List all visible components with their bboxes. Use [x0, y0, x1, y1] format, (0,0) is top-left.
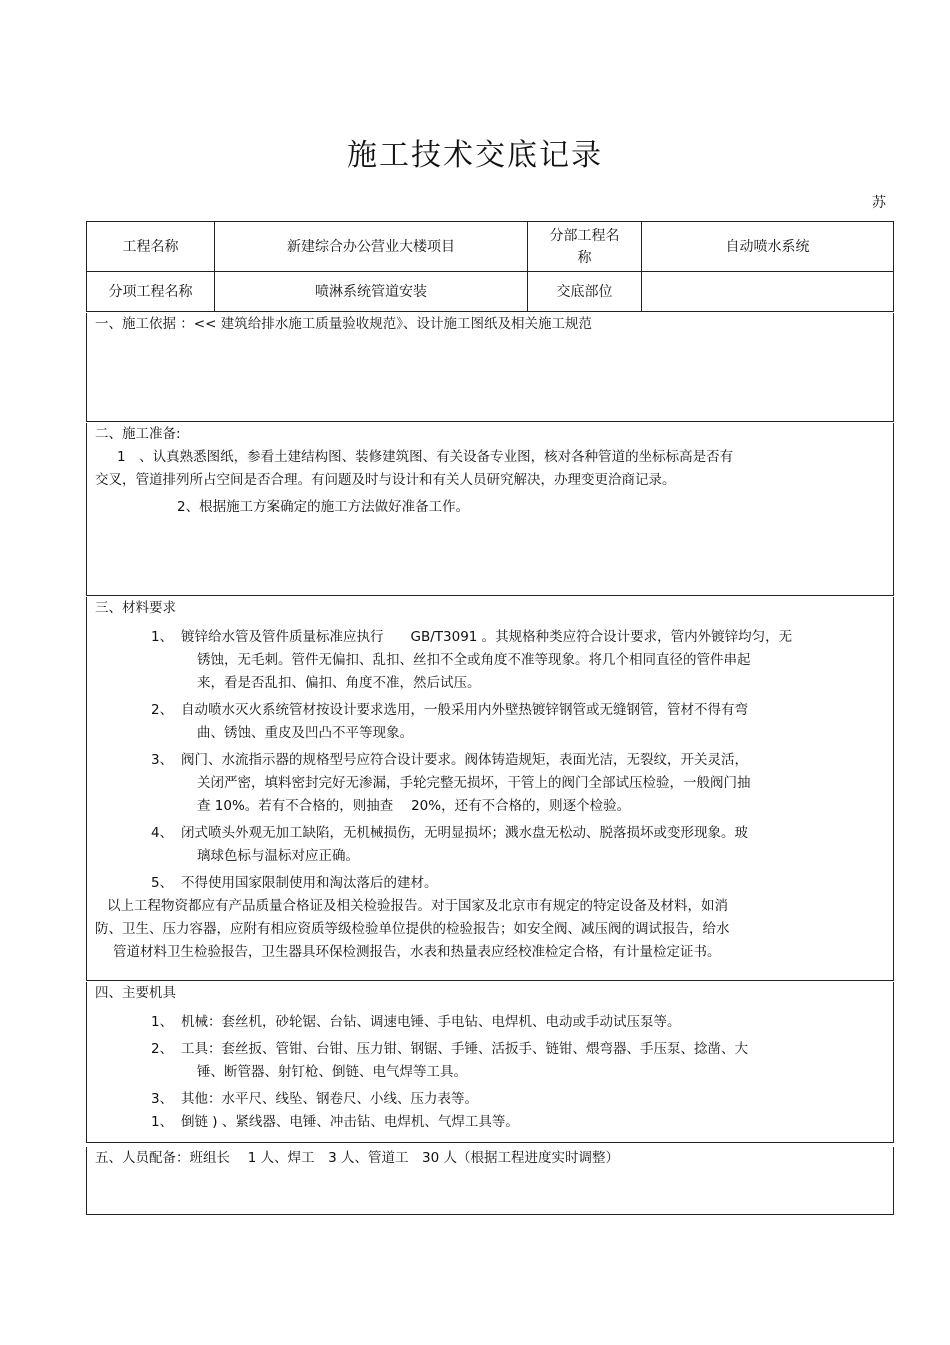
item-line: 锤、断管器、射钉枪、倒链、电气焊等工具。 [197, 1064, 467, 1080]
section-staffing [86, 1147, 894, 1215]
section-basis-text: 一、施工依据 ：<< 建筑给排水施工质量验收规范》、设计施工图纸及相关施工规范 [95, 316, 592, 332]
tool-item-1 [95, 1011, 885, 1034]
item-number: 5、 [151, 875, 174, 891]
item-number: 1、 [151, 1114, 174, 1130]
item-number: 1、 [151, 629, 174, 645]
item-number: 2、 [151, 702, 174, 718]
item-number: 2、 [151, 1041, 174, 1057]
tool-item-4 [95, 1111, 885, 1134]
material-item-4 [95, 822, 885, 868]
section-tools [86, 982, 894, 1143]
material-item-5 [95, 872, 885, 895]
item-number: 4、 [151, 825, 174, 841]
section-materials-heading: 三、材料要求 [95, 600, 176, 616]
tool-item-2 [95, 1038, 885, 1084]
item-line: 闭式喷头外观无加工缺陷，无机械损伤，无明显损坏；溅水盘无松动、脱落损坏或变形现象。玻 [181, 825, 748, 841]
division-value: 自动喷水系统 [641, 222, 893, 271]
item-line: 其他：水平尺、线坠、钢卷尺、小线、压力表等。 [181, 1091, 478, 1107]
item-line: 查 10%。若有不合格的，则抽查 20%，还有不合格的，则逐个检验。 [197, 798, 631, 814]
header-row-subitem [86, 272, 894, 312]
document-title: 施工技术交底记录 [347, 138, 603, 173]
corner-mark: 苏 [872, 195, 886, 211]
preparation-line-1: 1 、认真熟悉图纸，参看土建结构图、装修建筑图、有关设备专业图，核对各种管道的坐标标高是否有 [117, 449, 734, 465]
material-item-1 [95, 626, 885, 695]
item-line: 镀锌给水管及管件质量标准应执行 GB/T3091 。其规格种类应符合设计要求，管内外镀锌均匀，无 [181, 629, 793, 645]
division-label-line2: 称 [577, 249, 592, 266]
subitem-label: 分项工程名称 [108, 283, 193, 300]
section-basis [86, 313, 894, 422]
item-line: 倒链 ) 、紧线器、电锤、冲击钻、电焊机、气焊工具等。 [181, 1114, 519, 1130]
item-line: 来，看是否乱扣、偏扣、角度不准，然后试压。 [197, 675, 481, 691]
subitem-value: 喷淋系统管道安装 [214, 272, 527, 311]
section-staffing-text: 五、人员配备：班组长 1 人、焊工 3 人、管道工 30 人（根据工程进度实时调整） [95, 1150, 620, 1166]
materials-note-line-1: 以上工程物资都应有产品质量合格证及相关检验报告。对于国家及北京市有规定的特定设备及材料，如消 [107, 898, 728, 914]
item-line: 锈蚀，无毛刺。管件无偏扣、乱扣、丝扣不全或角度不准等现象。将几个相同直径的管件串起 [197, 652, 751, 668]
material-item-3 [95, 749, 885, 818]
item-line: 工具：套丝扳、管钳、台钳、压力钳、钢锯、手锤、活扳手、链钳、煨弯器、手压泵、捻凿、大 [181, 1041, 748, 1057]
location-label: 交底部位 [527, 272, 641, 311]
section-materials [86, 597, 894, 981]
preparation-line-3: 2、根据施工方案确定的施工方法做好准备工作。 [177, 499, 470, 515]
material-item-2 [95, 699, 885, 745]
project-name-value: 新建综合办公营业大楼项目 [214, 222, 527, 271]
materials-note-line-3: 管道材料卫生检验报告，卫生器具环保检测报告，水表和热量表应经校准检定合格，有计量检定证书。 [113, 944, 721, 960]
item-line: 不得使用国家限制使用和淘汰落后的建材。 [181, 875, 438, 891]
item-number: 1、 [151, 1014, 174, 1030]
materials-note-line-2: 防、卫生、压力容器，应附有相应资质等级检验单位提供的检验报告；如安全阀、减压阀的调试报告，给水 [95, 921, 730, 937]
item-line: 璃球色标与温标对应正确。 [197, 848, 359, 864]
item-line: 关闭严密，填料密封完好无渗漏，手轮完整无损坏，干管上的阀门全部试压检验，一般阀门抽 [197, 775, 751, 791]
division-label [527, 222, 641, 271]
header-row-project [86, 221, 894, 272]
preparation-line-2: 交叉，管道排列所占空间是否合理。有问题及时与设计和有关人员研究解决，办理变更洽商记录。 [95, 472, 676, 488]
section-preparation [86, 423, 894, 596]
section-preparation-heading: 二、施工准备: [95, 426, 181, 442]
tool-item-3 [95, 1088, 885, 1111]
project-name-label: 工程名称 [122, 238, 179, 255]
location-value [641, 272, 893, 311]
division-label-line1: 分部工程名 [549, 227, 620, 244]
item-number: 3、 [151, 1091, 174, 1107]
item-line: 自动喷水灭火系统管材按设计要求选用，一般采用内外壁热镀锌钢管或无缝钢管，管材不得有弯 [181, 702, 748, 718]
item-line: 阀门、水流指示器的规格型号应符合设计要求。阀体铸造规矩，表面光洁，无裂纹，开关灵活， [181, 752, 748, 768]
section-tools-heading: 四、主要机具 [95, 985, 176, 1001]
item-line: 机械：套丝机，砂轮锯、台钻、调速电锤、手电钻、电焊机、电动或手动试压泵等。 [181, 1014, 681, 1030]
item-line: 曲、锈蚀、重皮及凹凸不平等现象。 [197, 725, 413, 741]
item-number: 3、 [151, 752, 174, 768]
record-table [86, 221, 894, 1215]
